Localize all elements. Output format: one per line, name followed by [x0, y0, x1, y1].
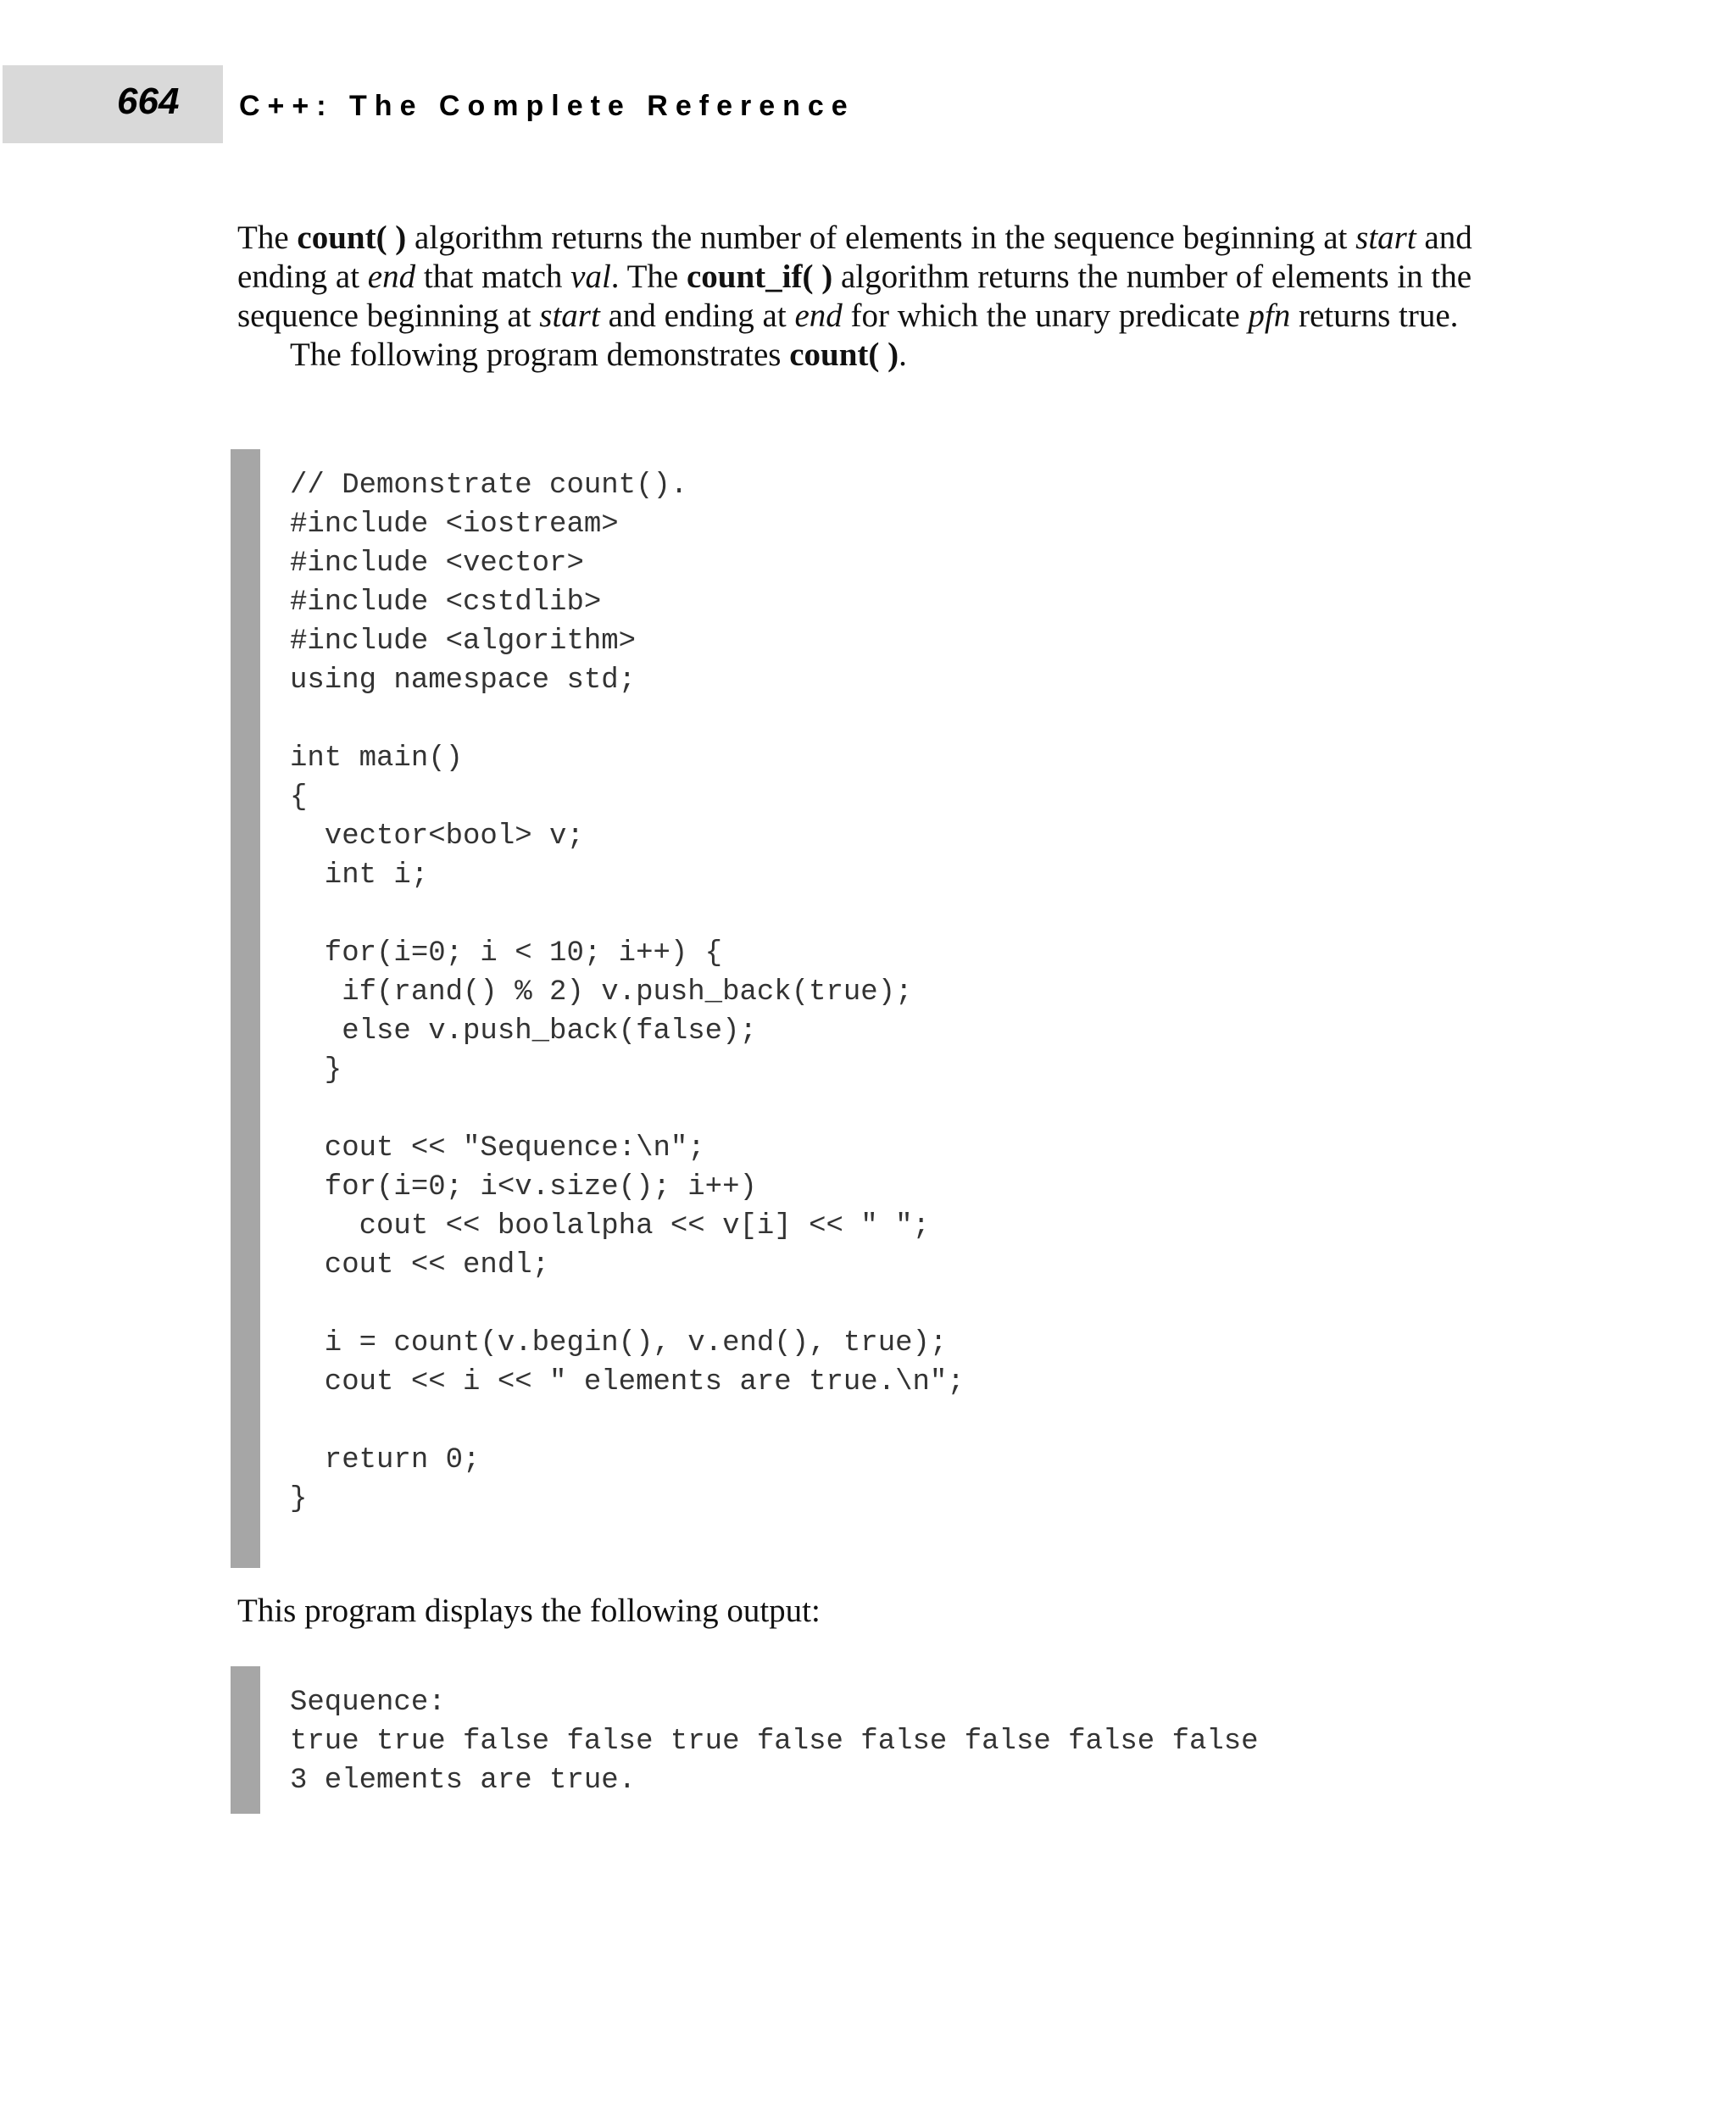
function-name-count: count( )	[297, 220, 407, 256]
function-name-count-if: count_if( )	[686, 259, 833, 295]
intro-text: The following program demonstrates	[290, 336, 790, 373]
running-header-title: C++: The Complete Reference	[239, 90, 855, 122]
program-code: // Demonstrate count(). #include <iostream> #include <vector> #include <cstdlib> #include <algorithm> using namespace std; int main() { vector<bool> v; int i; for(i=0; i < 10; i++) { if(rand() % 2) v.push_back(true); else v.push_back(false); } cout << "Sequence:\n"; for(i=0; i<v.size(); i++) cout << boolalpha << v[i] << " "; cout << endl; i = count(v.begin(), v.end(), true); cout << i << " elements are true.\n"; return 0; }	[290, 470, 965, 1515]
param-start: start	[539, 297, 600, 334]
code-margin-bar	[231, 449, 260, 1568]
intro-text: for which the unary predicate	[842, 297, 1249, 334]
param-val: val	[570, 259, 611, 295]
page-number: 664	[117, 81, 180, 122]
intro-text: .	[899, 336, 907, 373]
demo-intro-paragraph	[237, 336, 1492, 375]
intro-text: returns true.	[1290, 297, 1459, 334]
intro-text: and ending at	[237, 220, 1472, 295]
param-start: start	[1355, 220, 1416, 256]
page-number-tab	[3, 65, 223, 143]
param-end: end	[794, 297, 843, 334]
intro-text: and ending at	[599, 297, 795, 334]
function-name-count: count( )	[789, 336, 899, 373]
program-output: Sequence: true true false false true false false false false false 3 elements are true.	[290, 1687, 1259, 1797]
intro-text: The	[237, 220, 298, 256]
intro-text: algorithm returns the number of elements in the sequence beginning at	[406, 220, 1356, 256]
output-intro	[237, 1592, 1492, 1631]
param-pfn: pfn	[1248, 297, 1291, 334]
intro-text: that match	[415, 259, 571, 295]
intro-section	[237, 219, 1492, 375]
output-intro-paragraph: This program displays the following output:	[237, 1593, 821, 1629]
intro-text: algorithm returns the number of elements in the sequence beginning at	[237, 259, 1472, 334]
code-margin-bar	[231, 1666, 260, 1814]
program-output-block	[231, 1666, 1333, 1814]
param-end: end	[367, 259, 416, 295]
intro-text: . The	[610, 259, 687, 295]
program-listing-block	[231, 449, 1333, 1568]
intro-paragraph	[237, 219, 1492, 336]
